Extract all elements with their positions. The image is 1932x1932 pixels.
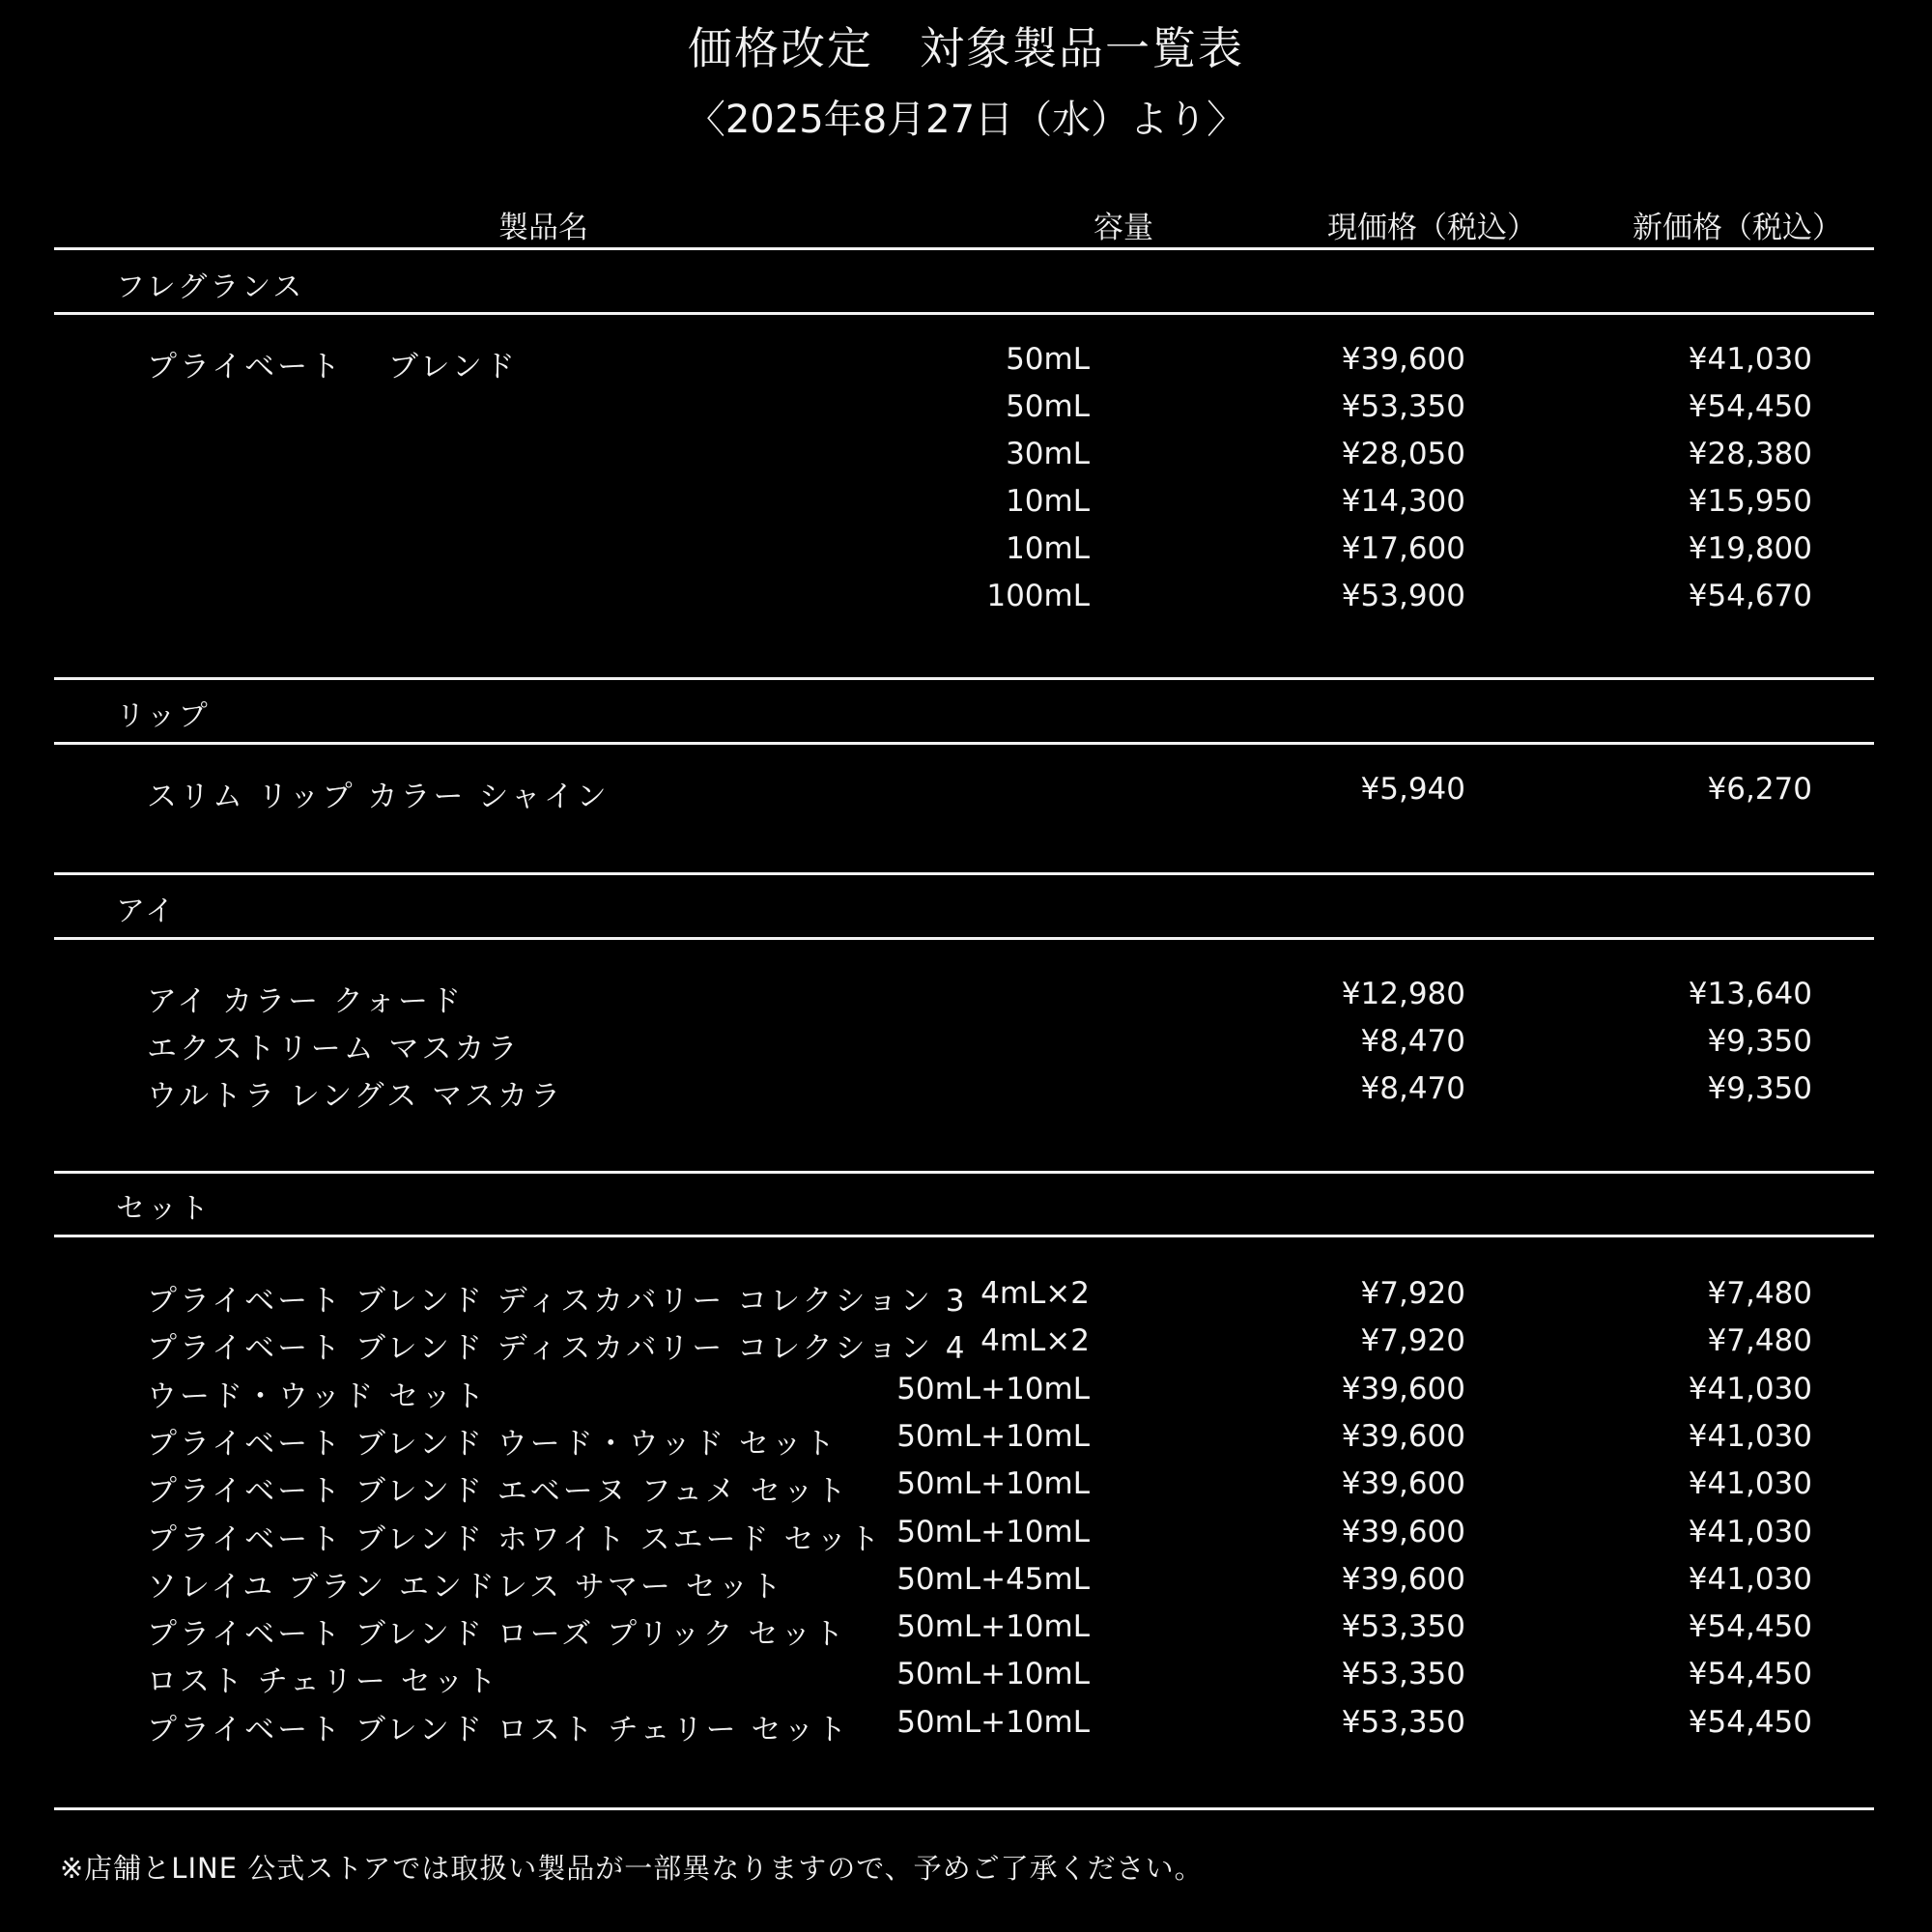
current-price: ¥12,980 [1341, 977, 1465, 1011]
product-volume: 50mL+10mL [896, 1514, 1090, 1549]
category-label: フレグランス [116, 270, 305, 304]
table-row [54, 1024, 1874, 1070]
header-new-price: 新価格（税込） [1633, 211, 1842, 245]
header-divider [54, 247, 1874, 250]
category-label: セット [116, 1192, 212, 1226]
new-price: ¥41,030 [1688, 1371, 1812, 1406]
current-price: ¥39,600 [1341, 1466, 1465, 1502]
product-name: エクストリーム マスカラ [147, 1032, 521, 1066]
product-name: プライベート ブレンド ウード・ウッド セット [147, 1426, 838, 1462]
new-price: ¥54,450 [1688, 389, 1812, 424]
new-price: ¥41,030 [1688, 1561, 1812, 1597]
new-price: ¥15,950 [1688, 484, 1812, 519]
table-row [54, 342, 1874, 388]
table-row [54, 1609, 1874, 1656]
footnote: ※店舗とLINE 公式ストアでは取扱い製品が一部異なりますので、予めご了承ください。 [60, 1852, 1204, 1885]
current-price: ¥53,350 [1341, 389, 1465, 424]
new-price: ¥13,640 [1688, 977, 1812, 1011]
table-row [54, 1276, 1874, 1322]
current-price: ¥17,600 [1341, 531, 1465, 566]
product-volume: 50mL+45mL [896, 1561, 1090, 1597]
new-price: ¥41,030 [1688, 342, 1812, 377]
table-row [54, 1323, 1874, 1370]
current-price: ¥28,050 [1341, 437, 1465, 471]
table-row [54, 1372, 1874, 1418]
category-divider [54, 312, 1874, 315]
product-volume: 50mL [1006, 389, 1090, 424]
current-price: ¥39,600 [1341, 1418, 1465, 1454]
category-divider [54, 1235, 1874, 1237]
table-row [54, 1466, 1874, 1513]
new-price: ¥7,480 [1707, 1276, 1812, 1311]
current-price: ¥7,920 [1360, 1276, 1465, 1311]
product-name: ウード・ウッド セット [147, 1378, 488, 1414]
new-price: ¥9,350 [1707, 1071, 1812, 1106]
table-row [54, 531, 1874, 578]
section-divider [54, 1171, 1874, 1174]
new-price: ¥41,030 [1688, 1466, 1812, 1502]
current-price: ¥39,600 [1341, 1514, 1465, 1549]
category-divider [54, 742, 1874, 745]
product-volume: 50mL+10mL [896, 1609, 1090, 1645]
effective-date: 〈2025年8月27日（水）より〉 [686, 98, 1246, 142]
header-volume: 容量 [1094, 211, 1153, 245]
product-name: プライベート ブレンド ローズ プリック セット [147, 1617, 847, 1653]
category-label: アイ [116, 895, 178, 928]
new-price: ¥54,450 [1688, 1657, 1812, 1692]
current-price: ¥53,350 [1341, 1609, 1465, 1645]
current-price: ¥39,600 [1341, 1371, 1465, 1406]
product-volume: 4mL×2 [980, 1323, 1090, 1359]
page-title: 価格改定 対象製品一覧表 [688, 22, 1244, 74]
current-price: ¥53,900 [1341, 579, 1465, 613]
table-row [54, 1705, 1874, 1751]
table-row [54, 484, 1874, 530]
current-price: ¥39,600 [1341, 1561, 1465, 1597]
product-volume: 10mL [1006, 484, 1090, 519]
new-price: ¥6,270 [1707, 772, 1812, 807]
current-price: ¥8,470 [1360, 1024, 1465, 1059]
table-header [54, 203, 1874, 247]
header-current-price: 現価格（税込） [1327, 211, 1537, 245]
product-volume: 50mL+10mL [896, 1466, 1090, 1502]
product-name: プライベート ブレンド エベーヌ フュメ セット [147, 1474, 849, 1510]
current-price: ¥53,350 [1341, 1704, 1465, 1740]
product-volume: 50mL+10mL [896, 1704, 1090, 1740]
section-divider [54, 677, 1874, 680]
current-price: ¥7,920 [1360, 1323, 1465, 1359]
new-price: ¥28,380 [1688, 437, 1812, 471]
table-row [54, 1562, 1874, 1608]
current-price: ¥8,470 [1360, 1071, 1465, 1106]
product-volume: 50mL [1006, 342, 1090, 377]
table-row [54, 1071, 1874, 1118]
category-label: リップ [116, 699, 211, 733]
product-volume: 30mL [1006, 437, 1090, 471]
new-price: ¥7,480 [1707, 1323, 1812, 1359]
product-name: ロスト チェリー セット [147, 1664, 499, 1700]
table-row [54, 1657, 1874, 1703]
product-name: ソレイユ ブラン エンドレス サマー セット [147, 1569, 784, 1605]
product-volume: 50mL+10mL [896, 1371, 1090, 1406]
new-price: ¥54,450 [1688, 1704, 1812, 1740]
table-row [54, 772, 1874, 818]
current-price: ¥53,350 [1341, 1657, 1465, 1692]
product-name: アイ カラー クォード [147, 984, 464, 1019]
new-price: ¥54,450 [1688, 1609, 1812, 1645]
table-row [54, 1419, 1874, 1465]
table-row [54, 579, 1874, 625]
product-name: プライベート ブレンド [147, 350, 518, 384]
product-name: プライベート ブレンド ディスカバリー コレクション 3 [147, 1284, 968, 1319]
table-row [54, 977, 1874, 1023]
product-volume: 10mL [1006, 531, 1090, 566]
table-row [54, 389, 1874, 436]
new-price: ¥19,800 [1688, 531, 1812, 566]
table-row [54, 1515, 1874, 1561]
current-price: ¥39,600 [1341, 342, 1465, 377]
section-divider [54, 872, 1874, 875]
product-name: プライベート ブレンド ロスト チェリー セット [147, 1712, 850, 1747]
current-price: ¥14,300 [1341, 484, 1465, 519]
product-name: ウルトラ レングス マスカラ [147, 1079, 564, 1114]
new-price: ¥54,670 [1688, 579, 1812, 613]
product-volume: 4mL×2 [980, 1276, 1090, 1311]
new-price: ¥41,030 [1688, 1514, 1812, 1549]
new-price: ¥9,350 [1707, 1024, 1812, 1059]
section-divider [54, 1807, 1874, 1810]
category-divider [54, 937, 1874, 940]
product-name: スリム リップ カラー シャイン [147, 780, 610, 814]
table-row [54, 437, 1874, 483]
new-price: ¥41,030 [1688, 1418, 1812, 1454]
product-name: プライベート ブレンド ディスカバリー コレクション 4 [147, 1331, 968, 1367]
product-volume: 50mL+10mL [896, 1657, 1090, 1692]
current-price: ¥5,940 [1360, 772, 1465, 807]
product-volume: 100mL [986, 579, 1090, 613]
product-name: プライベート ブレンド ホワイト スエード セット [147, 1521, 883, 1557]
product-volume: 50mL+10mL [896, 1418, 1090, 1454]
header-product-name: 製品名 [498, 211, 588, 245]
